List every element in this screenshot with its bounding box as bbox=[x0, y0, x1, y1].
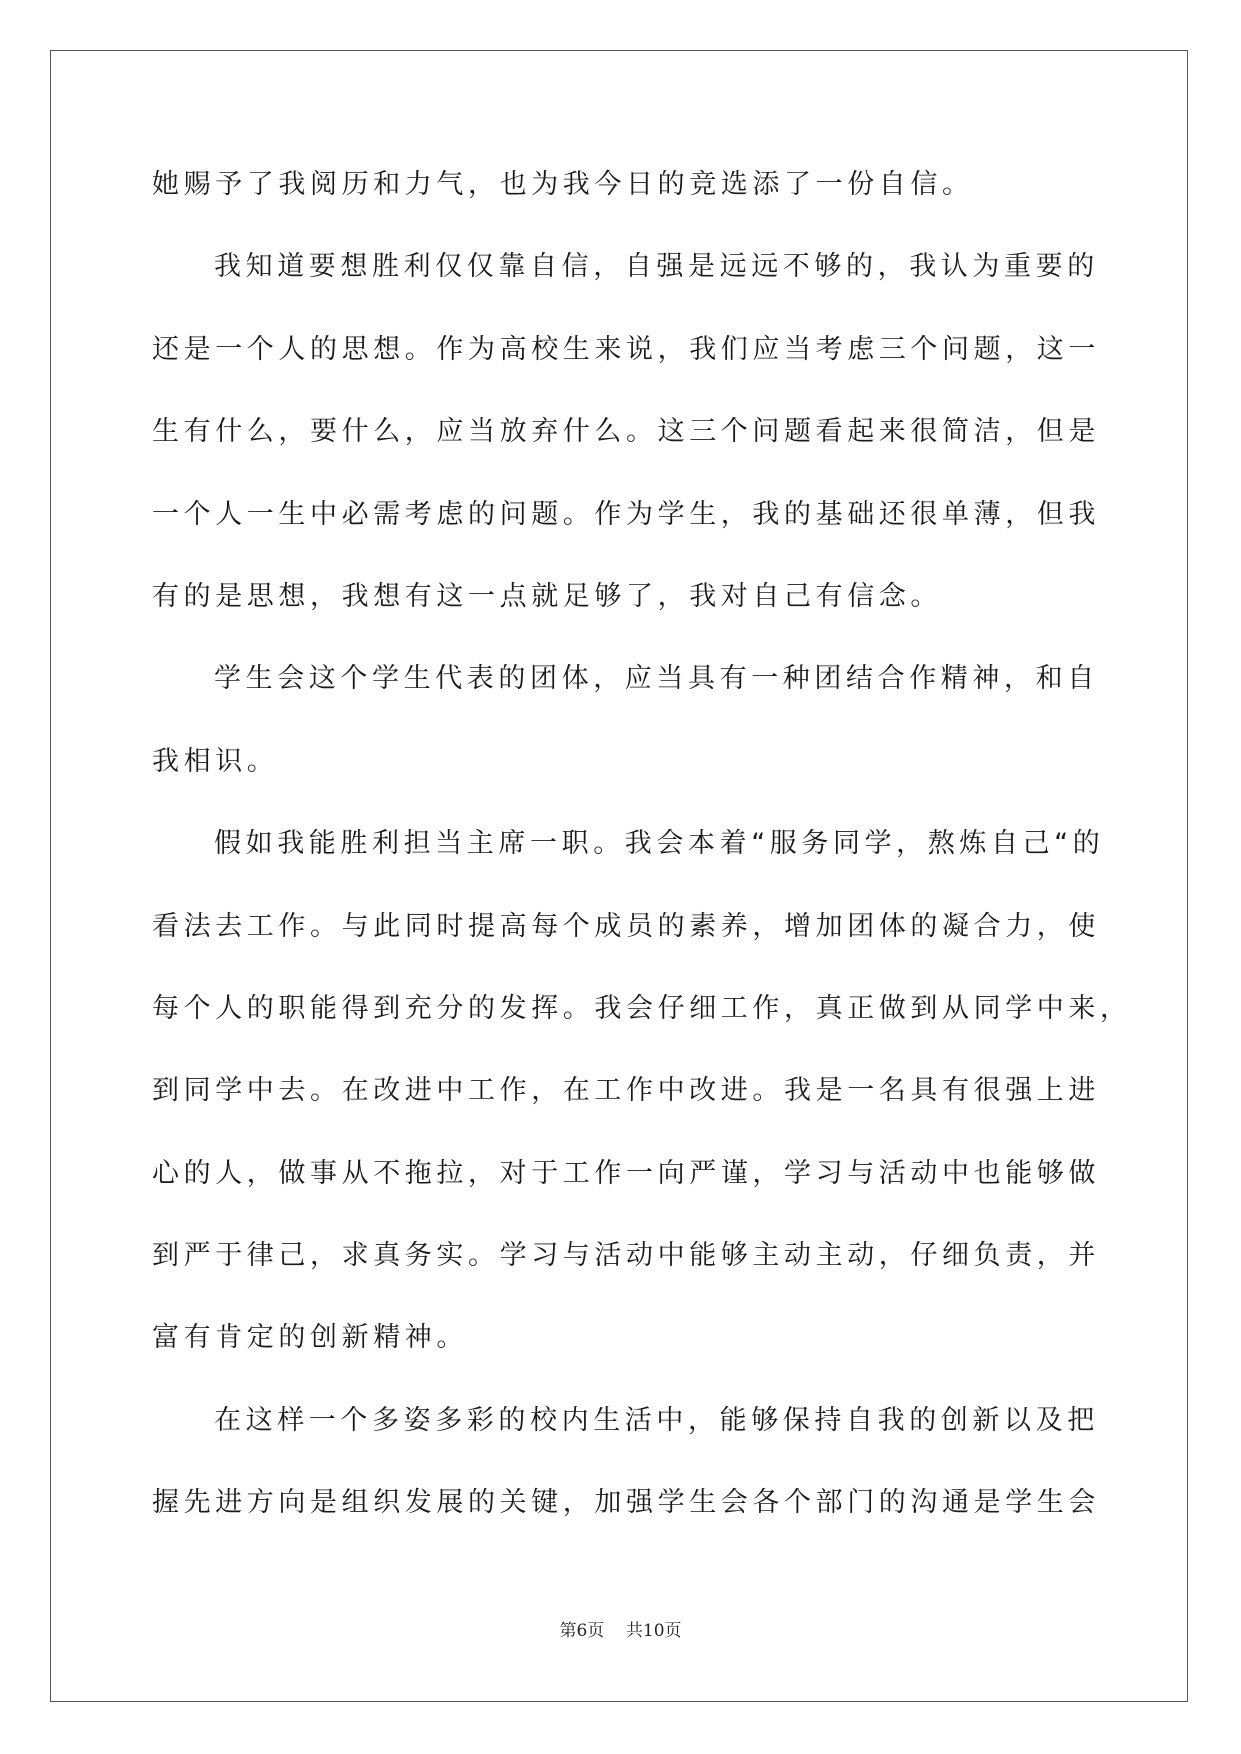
text-line: 每个人的职能得到充分的发挥。我会仔细工作，真正做到从同学中来， bbox=[152, 992, 1132, 1024]
text-line: 假如我能胜利担当主席一职。我会本着“服务同学，熬炼自己“的 bbox=[214, 828, 1105, 860]
text-line: 我相识。 bbox=[152, 745, 279, 777]
text-line: 一个人一生中必需考虑的问题。作为学生，我的基础还很单薄，但我 bbox=[152, 498, 1100, 530]
text-line: 我知道要想胜利仅仅靠自信，自强是远远不够的，我认为重要的 bbox=[214, 251, 1099, 283]
text-line: 到严于律己，求真务实。学习与活动中能够主动主动，仔细负责，并 bbox=[152, 1240, 1100, 1272]
text-line: 到同学中去。在改进中工作，在工作中改进。我是一名具有很强上进 bbox=[152, 1075, 1100, 1107]
text-line: 看法去工作。与此同时提高每个成员的素养，增加团体的凝合力，使 bbox=[152, 910, 1100, 942]
text-line: 心的人，做事从不拖拉，对于工作一向严谨，学习与活动中也能够做 bbox=[152, 1157, 1100, 1189]
text-line: 她赐予了我阅历和力气，也为我今日的竞选添了一份自信。 bbox=[152, 169, 974, 200]
text-line: 握先进方向是组织发展的关键，加强学生会各个部门的沟通是学生会 bbox=[152, 1487, 1100, 1519]
text-line: 学生会这个学生代表的团体，应当具有一种团结合作精神，和自 bbox=[214, 663, 1099, 695]
document-body bbox=[152, 165, 1132, 1566]
page-footer bbox=[0, 1616, 1241, 1641]
text-line: 生有什么，要什么，应当放弃什么。这三个问题看起来很简洁，但是 bbox=[152, 416, 1100, 448]
text-line: 富有肯定的创新精神。 bbox=[152, 1322, 468, 1354]
text-line: 有的是思想，我想有这一点就足够了，我对自己有信念。 bbox=[152, 580, 942, 612]
text-line: 在这样一个多姿多彩的校内生活中，能够保持自我的创新以及把 bbox=[214, 1404, 1099, 1436]
page-number-label: 第6页 共10页 bbox=[559, 1621, 682, 1641]
text-line: 还是一个人的思想。作为高校生来说，我们应当考虑三个问题，这一 bbox=[152, 333, 1100, 365]
